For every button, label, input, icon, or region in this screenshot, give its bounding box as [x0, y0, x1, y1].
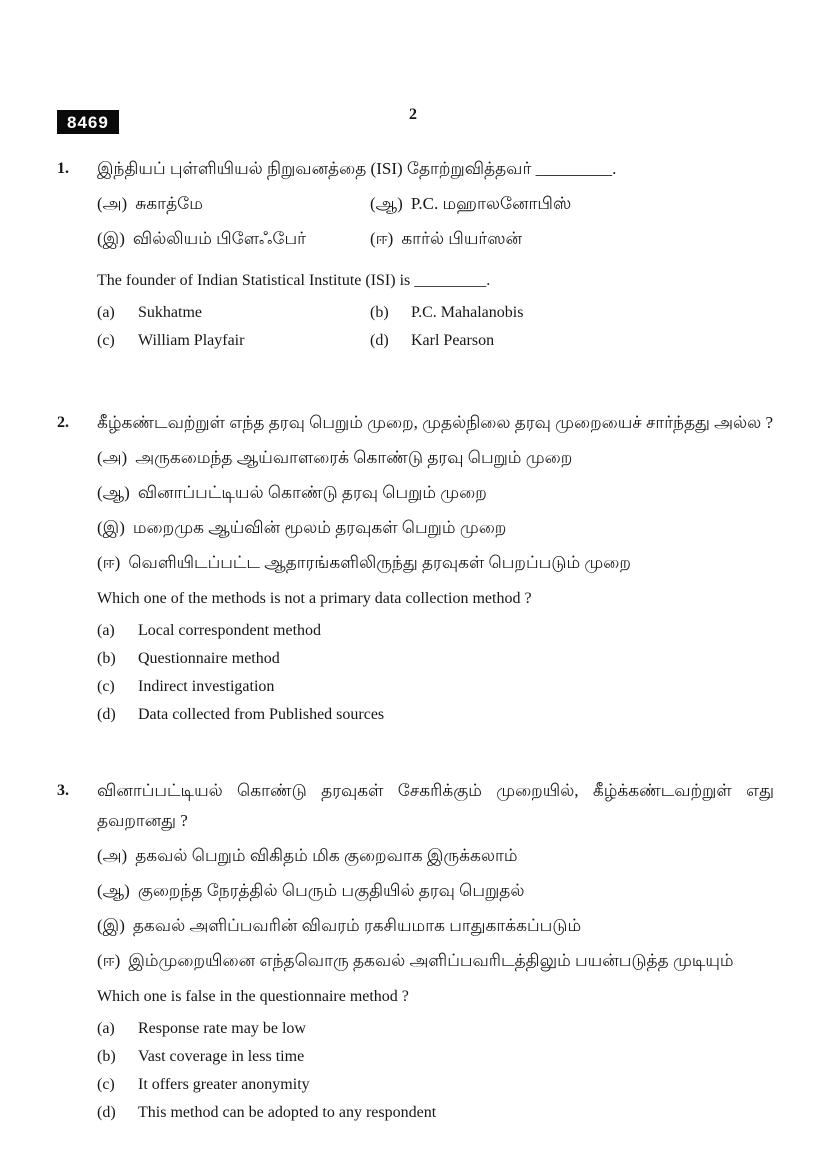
option-text: கார்ல் பியர்ஸன்: [401, 229, 523, 248]
option-c-english: [97, 676, 774, 698]
tamil-question-text: கீழ்கண்டவற்றுள் எந்த தரவு பெறும் முறை, முதல்நிலை தரவு முறையைச் சார்ந்தது அல்ல ?: [97, 413, 774, 432]
option-label: (a): [97, 622, 115, 639]
option-text: William Playfair: [138, 332, 245, 349]
option-text: தகவல் அளிப்பவரின் விவரம் ரகசியமாக பாதுகாக்கப்படும்: [132, 916, 582, 935]
paper-code-badge: 8469: [57, 110, 119, 134]
option-text: சுகாத்மே: [135, 194, 203, 213]
english-question-text: The founder of Indian Statistical Institute (ISI) is _________.: [97, 272, 491, 289]
option-text: Response rate may be low: [138, 1020, 306, 1037]
option-d-english: [370, 330, 774, 352]
option-text: Karl Pearson: [411, 332, 495, 349]
option-text: தகவல் பெறும் விகிதம் மிக குறைவாக இருக்கலாம்: [135, 846, 518, 865]
english-options-list: [97, 620, 774, 726]
option-label: (ஈ): [97, 553, 121, 572]
questions-area: [57, 154, 774, 1130]
option-label: (d): [370, 332, 389, 349]
question-body: [97, 776, 774, 1130]
tamil-question-text: வினாப்பட்டியல் கொண்டு தரவுகள் சேகரிக்கும் முறையில், கீழ்க்கண்டவற்றுள் எது தவறானது ?: [97, 781, 774, 830]
question-number: 3.: [57, 782, 69, 799]
question-number: 1.: [57, 160, 69, 177]
english-question-text: Which one of the methods is not a primary data collection method ?: [97, 590, 532, 607]
question-2: [57, 408, 774, 732]
option-label: (ஆ): [97, 483, 130, 502]
english-options-list: [97, 302, 774, 358]
option-text: Data collected from Published sources: [138, 706, 385, 723]
option-label: (அ): [97, 194, 128, 213]
page-number: 2: [409, 106, 417, 123]
option-label: (அ): [97, 448, 128, 467]
option-label: (b): [97, 650, 116, 667]
english-question-text: Which one is false in the questionnaire method ?: [97, 988, 409, 1005]
option-text: Sukhatme: [138, 304, 202, 321]
option-label: (ஈ): [370, 229, 394, 248]
option-text: வில்லியம் பிளேஃபேர்: [132, 229, 306, 248]
option-label: (d): [97, 1104, 116, 1121]
option-a-english: [97, 620, 774, 642]
english-options-list: [97, 1018, 774, 1124]
page-header: [0, 106, 826, 136]
option-text: Local correspondent method: [138, 622, 322, 639]
option-label: (இ): [97, 518, 125, 537]
option-a-tamil: [97, 446, 774, 470]
option-ii-tamil: [370, 227, 774, 251]
option-text: Questionnaire method: [138, 650, 280, 667]
option-text: வெளியிடப்பட்ட ஆதாரங்களிலிருந்து தரவுகள் பெறப்படும் முறை: [128, 553, 631, 572]
option-label: (இ): [97, 229, 125, 248]
option-label: (ஆ): [370, 194, 403, 213]
option-label: (ஆ): [97, 881, 130, 900]
option-text: இம்முறையினை எந்தவொரு தகவல் அளிப்பவரிடத்திலும் பயன்படுத்த முடியும்: [128, 951, 734, 970]
question-body: [97, 154, 774, 364]
option-aa-tamil: [97, 481, 774, 505]
option-a-english: [97, 302, 370, 324]
option-text: அருகமைந்த ஆய்வாளரைக் கொண்டு தரவு பெறும் முறை: [135, 448, 573, 467]
tamil-options-list: [97, 844, 774, 973]
option-label: (c): [97, 332, 115, 349]
option-d-english: [97, 704, 774, 726]
option-text: Indirect investigation: [138, 678, 275, 695]
option-b-english: [97, 648, 774, 670]
question-1: [57, 154, 774, 364]
question-3: [57, 776, 774, 1130]
question-number: 2.: [57, 414, 69, 431]
option-text: It offers greater anonymity: [138, 1076, 310, 1093]
option-i-tamil: [97, 914, 774, 938]
option-label: (d): [97, 706, 116, 723]
option-label: (அ): [97, 846, 128, 865]
question-body: [97, 408, 774, 732]
option-label: (a): [97, 1020, 115, 1037]
option-text: குறைந்த நேரத்தில் பெரும் பகுதியில் தரவு பெறுதல்: [137, 881, 525, 900]
option-label: (c): [97, 678, 115, 695]
option-i-tamil: [97, 227, 370, 251]
option-label: (b): [370, 304, 389, 321]
option-ii-tamil: [97, 551, 774, 575]
option-d-english: [97, 1102, 774, 1124]
option-a-tamil: [97, 844, 774, 868]
option-aa-tamil: [97, 879, 774, 903]
option-i-tamil: [97, 516, 774, 540]
option-label: (ஈ): [97, 951, 121, 970]
option-aa-tamil: [370, 192, 774, 216]
option-text: P.C. Mahalanobis: [411, 304, 524, 321]
option-label: (c): [97, 1076, 115, 1093]
option-ii-tamil: [97, 949, 774, 973]
option-b-english: [370, 302, 774, 324]
tamil-options-list: [97, 192, 774, 262]
option-text: வினாப்பட்டியல் கொண்டு தரவு பெறும் முறை: [137, 483, 487, 502]
option-text: Vast coverage in less time: [138, 1048, 305, 1065]
tamil-options-list: [97, 446, 774, 575]
option-a-english: [97, 1018, 774, 1040]
option-label: (a): [97, 304, 115, 321]
option-a-tamil: [97, 192, 370, 216]
option-text: This method can be adopted to any respondent: [138, 1104, 437, 1121]
option-label: (இ): [97, 916, 125, 935]
option-label: (b): [97, 1048, 116, 1065]
option-c-english: [97, 330, 370, 352]
tamil-question-text: இந்தியப் புள்ளியியல் நிறுவனத்தை (ISI) தோற்றுவித்தவர் _________.: [97, 159, 617, 178]
option-text: P.C. மஹாலனோபிஸ்: [410, 194, 572, 213]
option-text: மறைமுக ஆய்வின் மூலம் தரவுகள் பெறும் முறை: [132, 518, 507, 537]
option-c-english: [97, 1074, 774, 1096]
option-b-english: [97, 1046, 774, 1068]
